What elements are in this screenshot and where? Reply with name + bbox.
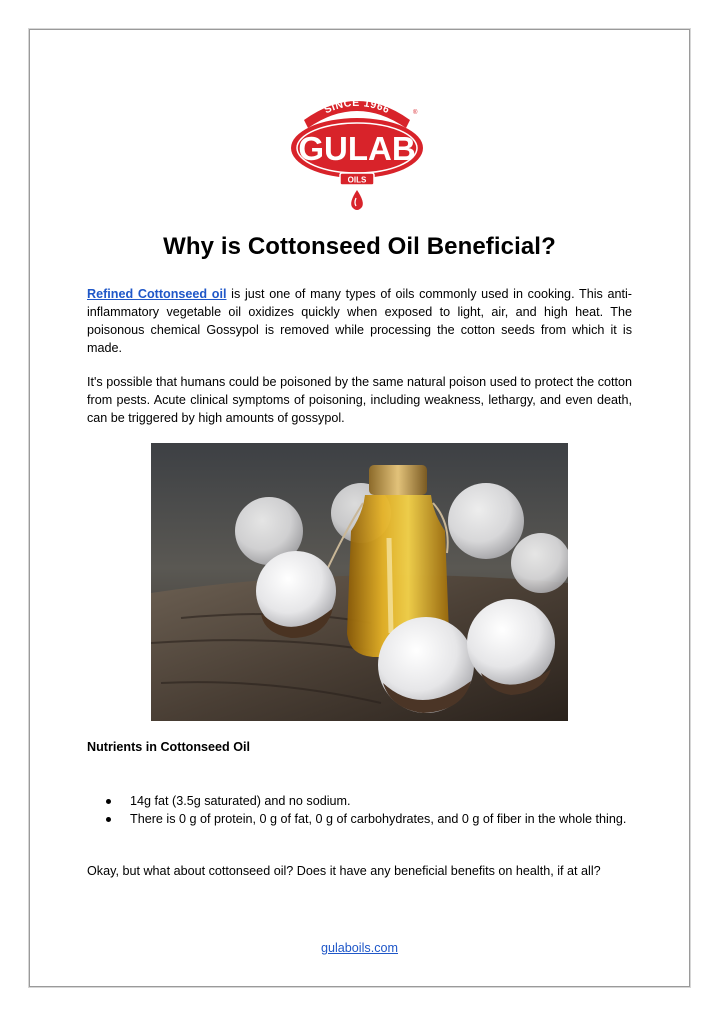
svg-text:®: ® [413, 110, 418, 116]
list-item [87, 792, 632, 810]
svg-text:OILS: OILS [347, 175, 367, 185]
list-item-text: There is 0 g of protein, 0 g of fat, 0 g of carbohydrates, and 0 g of fiber in the whole thing. [130, 812, 627, 826]
svg-text:GULAB: GULAB [298, 130, 416, 167]
question-paragraph: Okay, but what about cottonseed oil? Does it have any beneficial benefits on health, if at all? [87, 864, 601, 878]
bullet-icon [106, 799, 111, 804]
nutrients-list [87, 792, 632, 828]
cottonseed-oil-photo [151, 443, 568, 721]
footer-link[interactable]: gulaboils.com [320, 941, 398, 955]
gulab-logo [282, 84, 432, 214]
nutrients-heading: Nutrients in Cottonseed Oil [87, 740, 251, 754]
poison-paragraph: It's possible that humans could be poisoned by the same natural poison used to protect the cotton from pests. Acute clinical symptoms of poisoning, including weakness, lethargy, and even death, can be triggered by high amounts of gossypol. [87, 375, 632, 425]
bullet-icon [106, 817, 111, 822]
list-item [87, 810, 632, 828]
svg-text:SINCE 1966: SINCE 1966 [322, 96, 392, 117]
intro-text: is just one of many types of oils commonly used in cooking. This anti-inflammatory vegetable oil oxidizes quickly when exposed to light, air, and high heat. The poisonous chemical Gossypol is removed while processing the cotton seeds from which it is made. [87, 287, 632, 355]
intro-paragraph [87, 285, 632, 357]
page-title: Why is Cottonseed Oil Beneficial? [163, 233, 556, 260]
list-item-text: 14g fat (3.5g saturated) and no sodium. [130, 794, 351, 808]
refined-cottonseed-oil-link[interactable]: Refined Cottonseed oil [87, 287, 227, 301]
